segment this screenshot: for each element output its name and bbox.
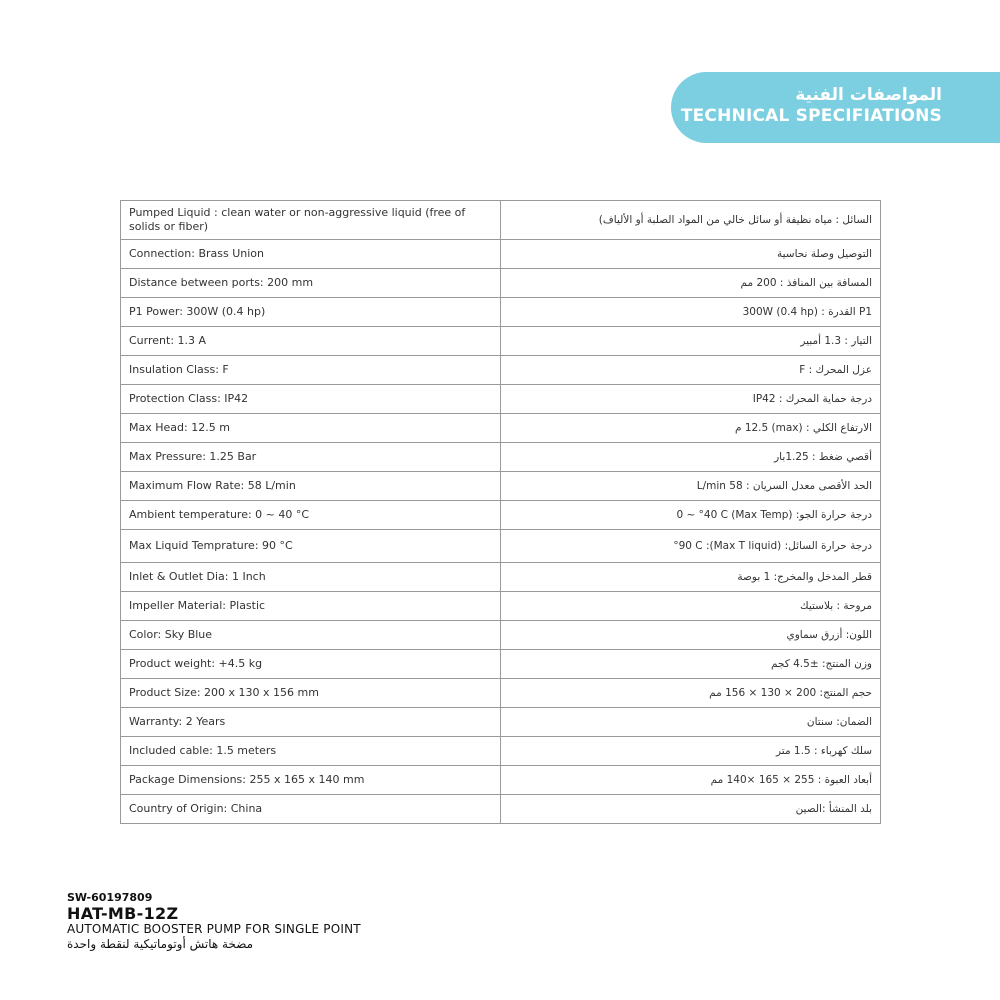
spec-english-cell: Distance between ports: 200 mm [121, 269, 501, 298]
spec-english-cell: Pumped Liquid : clean water or non-aggressive liquid (free of solids or fiber) [121, 201, 501, 240]
spec-arabic-cell: الضمان: سنتان [501, 708, 881, 737]
spec-row [121, 650, 881, 679]
spec-row [121, 563, 881, 592]
spec-row [121, 327, 881, 356]
spec-arabic-cell: درجة حماية المحرك : IP42 [501, 385, 881, 414]
spec-arabic-cell: السائل : مياه نظيفة أو سائل خالي من المواد الصلبة أو الألياف) [501, 201, 881, 240]
spec-arabic-cell: حجم المنتج: 200 × 130 × 156 مم [501, 679, 881, 708]
spec-row [121, 592, 881, 621]
spec-row [121, 201, 881, 240]
product-footer [67, 891, 361, 952]
spec-english-cell: Current: 1.3 A [121, 327, 501, 356]
spec-row [121, 298, 881, 327]
spec-english-cell: Insulation Class: F [121, 356, 501, 385]
product-name-english: AUTOMATIC BOOSTER PUMP FOR SINGLE POINT [67, 922, 361, 936]
spec-row [121, 679, 881, 708]
spec-arabic-cell: التوصيل وصلة نحاسية [501, 240, 881, 269]
product-name-arabic: مضخة هاتش أوتوماتيكية لنقطة واحدة [67, 937, 254, 951]
spec-row [121, 240, 881, 269]
spec-english-cell: Max Head: 12.5 m [121, 414, 501, 443]
spec-arabic-cell: بلد المنشأ :الصين [501, 795, 881, 824]
spec-english-cell: Product Size: 200 x 130 x 156 mm [121, 679, 501, 708]
spec-arabic-cell: وزن المنتج: ±4.5 كجم [501, 650, 881, 679]
spec-row [121, 737, 881, 766]
product-sku: SW-60197809 [67, 891, 153, 904]
product-model: HAT-MB-12Z [67, 904, 179, 923]
spec-arabic-cell: قطر المدخل والمخرج: 1 بوصة [501, 563, 881, 592]
spec-english-cell: Included cable: 1.5 meters [121, 737, 501, 766]
section-header-banner [671, 72, 1000, 143]
spec-row [121, 443, 881, 472]
spec-english-cell: Warranty: 2 Years [121, 708, 501, 737]
spec-arabic-cell: أقصي ضغط : 1.25بار [501, 443, 881, 472]
section-title-english: TECHNICAL SPECIFIATIONS [680, 106, 942, 126]
spec-arabic-cell: درجة حرارة الجو: (Max Temp) 0 ~ °40 C [501, 501, 881, 530]
spec-row [121, 621, 881, 650]
spec-arabic-cell: التيار : 1.3 أمبير [501, 327, 881, 356]
spec-arabic-cell: سلك كهرباء : 1.5 متر [501, 737, 881, 766]
spec-english-cell: Inlet & Outlet Dia: 1 Inch [121, 563, 501, 592]
spec-row [121, 414, 881, 443]
spec-arabic-cell: عزل المحرك : F [501, 356, 881, 385]
spec-row [121, 356, 881, 385]
spec-arabic-cell: الارتفاع الكلي : (max) 12.5 م [501, 414, 881, 443]
spec-row [121, 269, 881, 298]
spec-english-cell: Maximum Flow Rate: 58 L/min [121, 472, 501, 501]
spec-arabic-cell: أبعاد العبوة : 255 × 165 ×140 مم [501, 766, 881, 795]
section-title-arabic: المواصفات الفنية [795, 85, 942, 105]
spec-english-cell: P1 Power: 300W (0.4 hp) [121, 298, 501, 327]
spec-arabic-cell: اللون: أزرق سماوي [501, 621, 881, 650]
spec-arabic-cell: درجة حرارة السائل: (Max T liquid): °90 C [501, 530, 881, 563]
spec-arabic-cell: الحد الأقصى معدل السريان : L/min 58 [501, 472, 881, 501]
spec-english-cell: Ambient temperature: 0 ~ 40 °C [121, 501, 501, 530]
spec-arabic-cell: مروحة : بلاستيك [501, 592, 881, 621]
spec-row [121, 530, 881, 563]
spec-arabic-cell: المسافة بين المنافذ : 200 مم [501, 269, 881, 298]
spec-table [120, 200, 881, 824]
spec-arabic-cell: P1 القدرة : 300W (0.4 hp) [501, 298, 881, 327]
spec-english-cell: Connection: Brass Union [121, 240, 501, 269]
spec-english-cell: Country of Origin: China [121, 795, 501, 824]
spec-row [121, 385, 881, 414]
spec-table-body [121, 201, 881, 824]
spec-english-cell: Protection Class: IP42 [121, 385, 501, 414]
spec-row [121, 766, 881, 795]
spec-row [121, 708, 881, 737]
spec-english-cell: Color: Sky Blue [121, 621, 501, 650]
spec-english-cell: Product weight: +4.5 kg [121, 650, 501, 679]
spec-english-cell: Max Liquid Temprature: 90 °C [121, 530, 501, 563]
spec-row [121, 472, 881, 501]
spec-english-cell: Max Pressure: 1.25 Bar [121, 443, 501, 472]
spec-row [121, 795, 881, 824]
spec-english-cell: Package Dimensions: 255 x 165 x 140 mm [121, 766, 501, 795]
spec-english-cell: Impeller Material: Plastic [121, 592, 501, 621]
spec-row [121, 501, 881, 530]
